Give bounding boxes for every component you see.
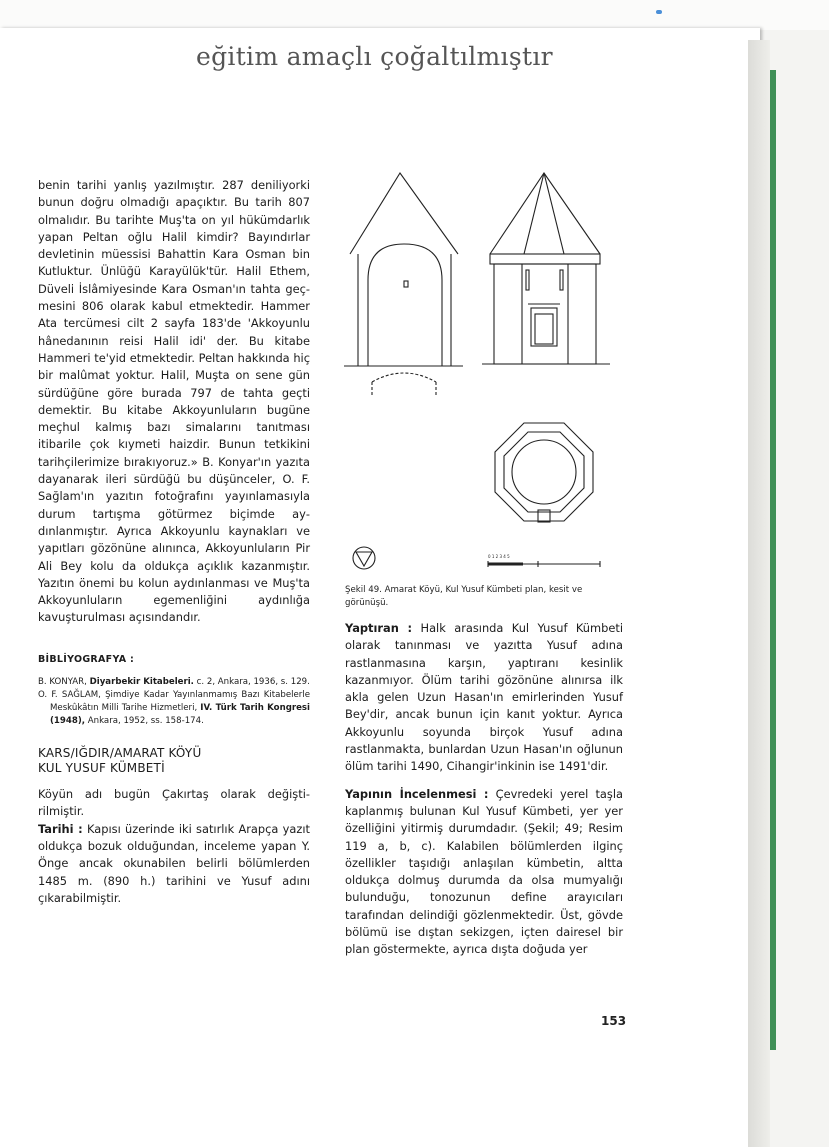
tarihi-paragraph xyxy=(38,821,310,907)
bibliography-heading: BİBLİYOGRAFYA : xyxy=(38,653,135,665)
bib-publication: c. 2, Ankara, 1936, s. 129. xyxy=(193,677,310,688)
scan-top-margin xyxy=(0,0,829,30)
tarihi-label: Tarihi : xyxy=(38,821,83,836)
scan-speck xyxy=(656,10,662,14)
scale-label: 0 1 2 3 4 5 xyxy=(488,554,510,559)
yaptiran-paragraph xyxy=(345,620,623,776)
page-edge-shadow xyxy=(748,40,770,1147)
bib-author: B. KONYAR, xyxy=(38,677,90,688)
yapinin-paragraph xyxy=(345,786,623,959)
body-paragraph: Köyün adı bugün Çakırtaş olarak değiştirilmiştir. xyxy=(38,787,310,819)
north-arrow-icon xyxy=(353,547,375,569)
bib-title: IV. Türk Tarih Kongresi (1948), xyxy=(50,703,310,727)
yaptiran-label: Yaptıran : xyxy=(345,621,413,635)
section-title-line-2: KUL YUSUF KÜMBETİ xyxy=(38,761,165,776)
watermark-text: eğitim amaçlı çoğaltılmıştır xyxy=(196,42,553,71)
bibliography-entry-2 xyxy=(38,689,310,728)
yapinin-label: Yapının İncelenmesi : xyxy=(345,786,489,801)
plan-drawing xyxy=(495,423,593,522)
left-column xyxy=(38,177,310,907)
architectural-drawing xyxy=(338,168,633,580)
bib-title: Diyarbekir Kitabeleri. xyxy=(89,677,194,688)
page-number: 153 xyxy=(601,1014,627,1028)
scale-bar xyxy=(488,561,600,567)
bibliography-entry-1 xyxy=(38,676,310,689)
bib-author: O. F. SAĞLAM, Şimdiye Kadar Yayınlanmamış Bazı Kitabelerle Meskûkâtın Milli Tarihe Hizmetleri, xyxy=(38,690,310,714)
yapinin-text: Çevredeki yerel taşla kaplanmış bulunan Kul Yusuf Kümbeti, yer yer özelliğini yitirmiş durumdadır. (Şekil; 49; Resim 119 a, b, c). Kalabilen bölümlerden ilginç özellikler taşıdığı anlaşılan kümbetin, altta oldukça dolmuş durumda da olsa mumyalığı bulunduğu, tonozunun define arayıcıları tarafından delindiği gözlenmektedir. Üst, gövde bölümü ise dıştan sekizgen, içten dairesel bir plan göstermekte, ayrıca dışta doğuda yer xyxy=(345,786,623,957)
tarihi-text: Kapısı üzerinde iki satırlık Arapça yazıt oldukça bozuk olduğundan, inceleme yapan Y. Önge ancak okunabilen belirli bölümlerden 1485 m. (890 h.) tarihini ve Yusuf adını çıkarabilmiştir. xyxy=(38,821,311,905)
section-title xyxy=(38,746,310,776)
section-title-line-1: KARS/IĞDIR/AMARAT KÖYÜ xyxy=(38,746,202,761)
right-column xyxy=(345,620,623,959)
figure-caption: Şekil 49. Amarat Köyü, Kul Yusuf Kümbeti plan, kesit ve görünüşü. xyxy=(345,585,583,608)
bib-publication: Ankara, 1952, ss. 158-174. xyxy=(85,716,204,727)
book-cover-edge xyxy=(770,70,776,1050)
body-paragraph: benin tarihi yanlış yazılmıştır. 287 deniliyorki bunun doğru olmadığı apaçıktır. Bu tarih 807 olmalıdır. Bu tarihte Muş'ta on yıl hükümdarlık yapan Peltan oğlu Halil kimdir? Bayındırlar devletinin müessisi Bahattin Kara Osman bin Kutluktur. Ünlüğü Karayülük'tür. Halil Ethem, Düveli İslâmiyesinde Kara Osman'ın tahta geçmesini 806 olarak kabul etmektedir. Hammer Ata tercümesi cilt 2 sayfa 183'de 'Akkoyunlu hânedanının reisi Halil idi' der. Bu kitabe Hammeri te'yid etmektedir. Peltan hakkında hiç bir malûmat yoktur. Halil, Muşta on sene gün sürdüğüne göre burada 797 de tahta geçti demektir. Bu kitabe Akkoyunluların bugüne meçhul kalmış bazı simalarını tanıtması itibarile çok kıymeti haizdir. Bunun tetkikini tarihçilerimize bırakıyoruz.» B. Konyar'ın yazıta dayanarak ileri sürdüğü bu düşünceler, O. F. Sağlam'ın yazıtın fotoğrafını yayınlamasıyla durum tartışma götürmez biçimde aydınlanmıştır. Ayrıca Akkoyunlu kaynakları ve yapıtları gözönüne alınınca, Akkoyunluların Pir Ali Bey kolu da oldukça açıklık kazanmıştır. Yazıtın önemi bu kolun aydınlanması ve Muş'ta Akkoyunluların egemenliğini aydınlığa kavuşturulması açısındandır. xyxy=(38,178,310,625)
elevation-drawing xyxy=(482,173,610,364)
section-drawing xyxy=(344,173,463,396)
yaptiran-text: Halk arasında Kul Yusuf Kümbeti olarak tanınması ve yazıtta Yusuf adına rastlanmasına karşın, yaptıranı kesinlik kazanmıyor. Ölüm tarihi gözönüne alınırsa ilk akla gelen Uzun Hasan'ın emirlerinden Yusuf Bey'dir, ancak bunun için kanıt yoktur. Ayrıca Akkoyunlu soyunda birçok Yusuf adına rastlanmakta, bunlardan Uzun Hasan'ın oğlunun ölüm tarihi 1490, Cihangir'inkinin ise 1491'dir. xyxy=(345,621,623,774)
